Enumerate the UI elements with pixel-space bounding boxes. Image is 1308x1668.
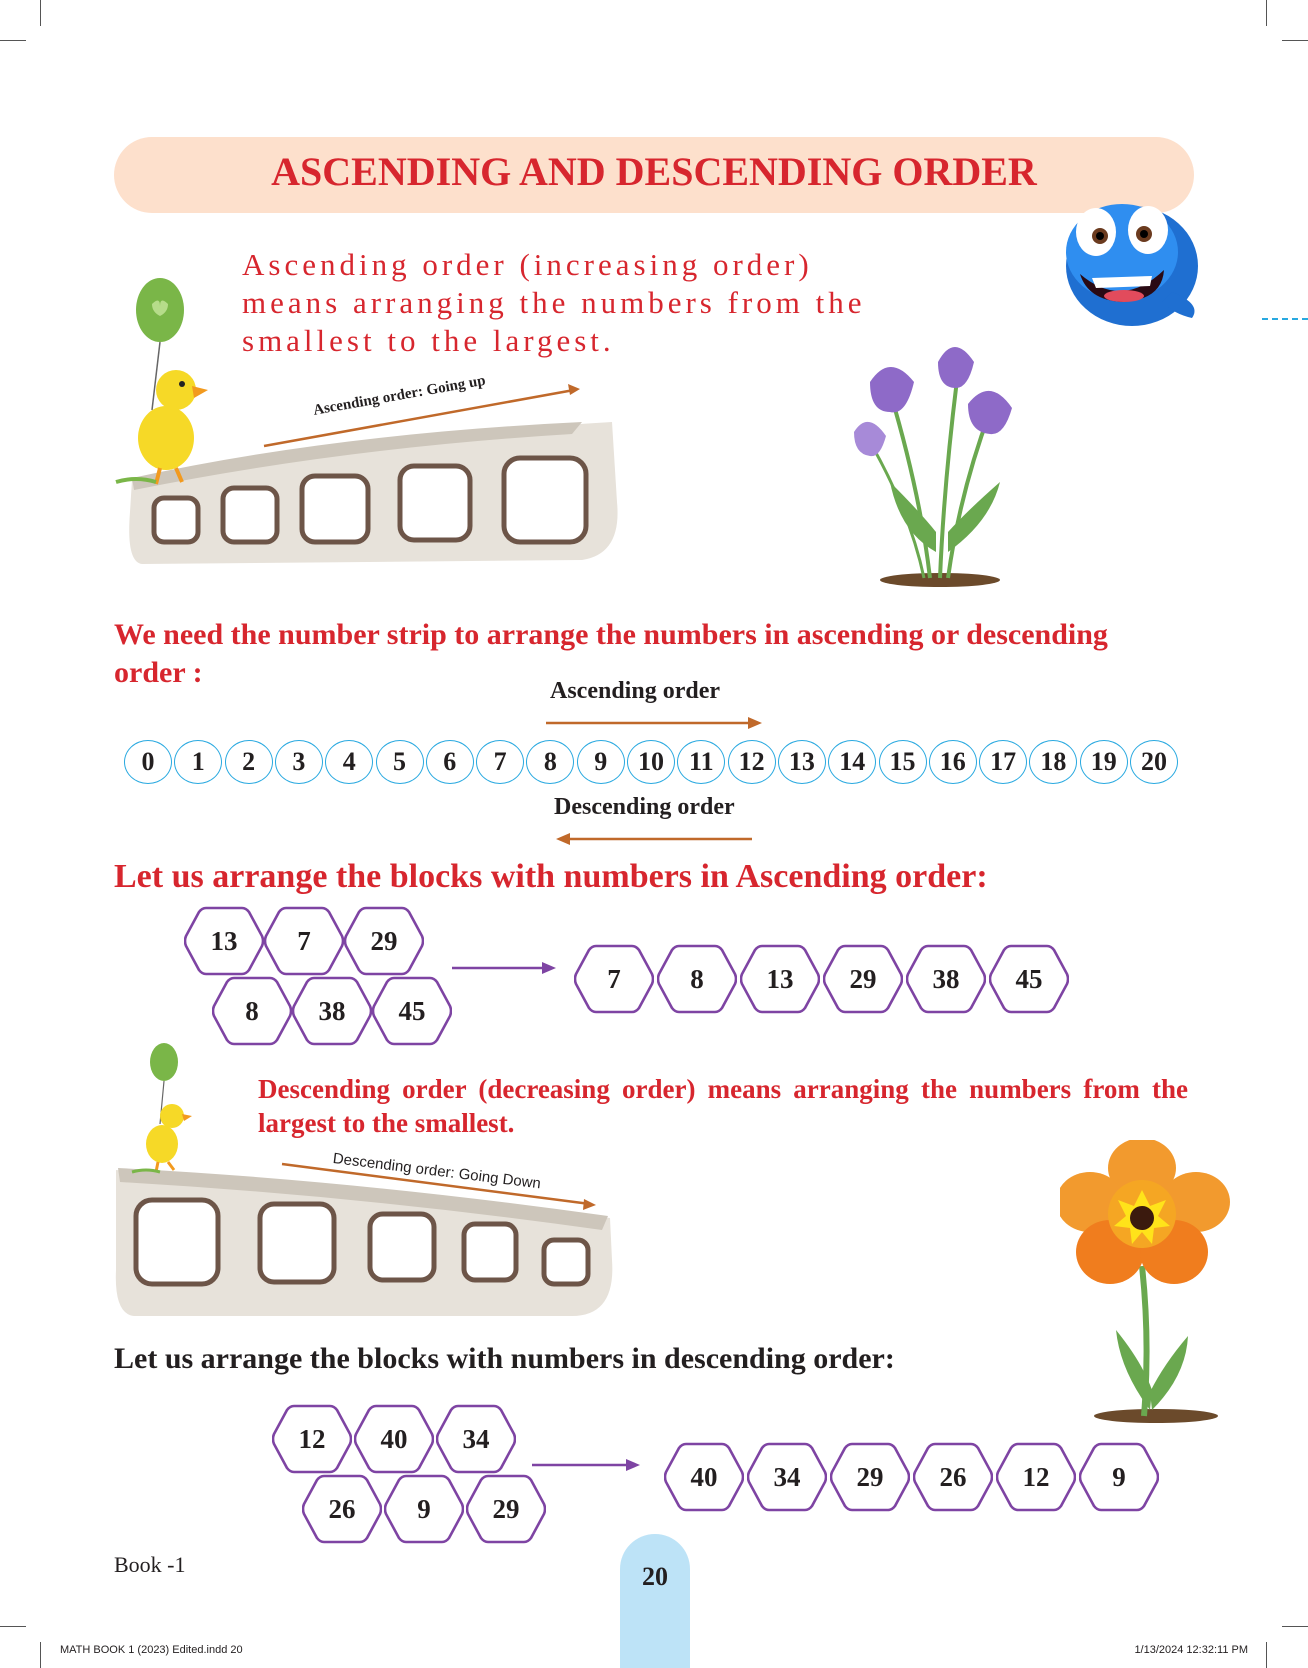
ascending-heading: Let us arrange the blocks with numbers in Ascending order: bbox=[114, 858, 988, 895]
number-strip-cell: 13 bbox=[778, 740, 826, 784]
ascending-arrow bbox=[546, 716, 762, 730]
crop-mark bbox=[40, 1642, 41, 1668]
number-block-value: 26 bbox=[328, 1493, 356, 1524]
book-label: Book -1 bbox=[114, 1552, 186, 1577]
number-block-value: 8 bbox=[690, 963, 704, 994]
descending-heading: Let us arrange the blocks with numbers in descending order: bbox=[114, 1342, 895, 1375]
number-block bbox=[302, 1472, 382, 1546]
number-strip-cell: 6 bbox=[426, 740, 474, 784]
number-block-value: 7 bbox=[607, 963, 621, 994]
number-strip-cell: 17 bbox=[979, 740, 1027, 784]
number-block bbox=[657, 942, 737, 1016]
number-block bbox=[466, 1472, 546, 1546]
ascending-ramp-illustration bbox=[112, 262, 632, 572]
number-block-value: 29 bbox=[492, 1493, 520, 1524]
crop-mark bbox=[0, 40, 26, 41]
number-block-value: 12 bbox=[1022, 1461, 1050, 1492]
number-block bbox=[184, 904, 264, 978]
number-block-value: 29 bbox=[849, 963, 877, 994]
crop-mark bbox=[40, 0, 41, 26]
number-block bbox=[292, 974, 372, 1048]
number-block-value: 9 bbox=[417, 1493, 431, 1524]
number-block-value: 12 bbox=[298, 1423, 326, 1454]
crop-mark bbox=[0, 1626, 26, 1627]
number-strip-cell: 1 bbox=[174, 740, 222, 784]
number-strip-cell: 7 bbox=[476, 740, 524, 784]
crop-mark bbox=[1266, 0, 1267, 26]
number-block-value: 45 bbox=[1015, 963, 1043, 994]
number-strip-cell: 20 bbox=[1130, 740, 1178, 784]
number-block bbox=[384, 1472, 464, 1546]
descending-result-arrow bbox=[532, 1458, 640, 1472]
number-block bbox=[830, 1440, 910, 1514]
strip-ascending-label: Ascending order bbox=[550, 678, 720, 704]
ascending-definition: Ascending order (increasing order) means arranging the numbers from the smallest to the largest. bbox=[242, 247, 866, 358]
number-block-value: 13 bbox=[210, 925, 238, 956]
number-block-value: 13 bbox=[766, 963, 794, 994]
number-block-value: 9 bbox=[1112, 1461, 1126, 1492]
ascending-result-arrow bbox=[452, 961, 556, 975]
slug-file-info: MATH BOOK 1 (2023) Edited.indd 20 bbox=[60, 1644, 243, 1656]
number-block-value: 40 bbox=[690, 1461, 718, 1492]
number-strip-cell: 12 bbox=[728, 740, 776, 784]
number-strip-cell: 18 bbox=[1029, 740, 1077, 784]
number-strip-cell: 16 bbox=[929, 740, 977, 784]
number-block-value: 38 bbox=[318, 995, 346, 1026]
number-block bbox=[664, 1440, 744, 1514]
number-block bbox=[436, 1402, 516, 1476]
number-block bbox=[823, 942, 903, 1016]
slug-timestamp: 1/13/2024 12:32:11 PM bbox=[1134, 1644, 1248, 1656]
number-block bbox=[747, 1440, 827, 1514]
descending-arrow bbox=[556, 832, 752, 846]
number-strip-cell: 2 bbox=[225, 740, 273, 784]
number-block bbox=[372, 974, 452, 1048]
number-block bbox=[212, 974, 292, 1048]
purple-flower-illustration bbox=[840, 332, 1050, 588]
number-strip-cell: 9 bbox=[577, 740, 625, 784]
blue-monster-illustration bbox=[1052, 192, 1212, 332]
number-block bbox=[574, 942, 654, 1016]
number-block bbox=[989, 942, 1069, 1016]
number-strip-intro: We need the number strip to arrange the numbers in ascending or descending order : bbox=[114, 618, 1108, 689]
number-block-value: 38 bbox=[932, 963, 960, 994]
number-block-value: 7 bbox=[297, 925, 311, 956]
number-block bbox=[354, 1402, 434, 1476]
crop-mark bbox=[1282, 1626, 1308, 1627]
number-block bbox=[344, 904, 424, 978]
number-block-value: 45 bbox=[398, 995, 426, 1026]
crop-mark bbox=[1266, 1642, 1267, 1668]
descending-ramp-illustration bbox=[112, 1040, 622, 1320]
descending-definition: Descending order (decreasing order) means arranging the numbers from the largest to the smallest. bbox=[258, 1074, 1188, 1138]
number-strip-cell: 15 bbox=[879, 740, 927, 784]
dashed-margin-mark bbox=[1262, 318, 1308, 320]
number-block-value: 26 bbox=[939, 1461, 967, 1492]
number-strip-cell: 4 bbox=[325, 740, 373, 784]
number-block-value: 40 bbox=[380, 1423, 408, 1454]
number-strip-cell: 3 bbox=[275, 740, 323, 784]
crop-mark bbox=[1282, 40, 1308, 41]
number-strip-cell: 0 bbox=[124, 740, 172, 784]
orange-flower-illustration bbox=[1060, 1140, 1240, 1426]
number-block bbox=[1079, 1440, 1159, 1514]
page-number: 20 bbox=[642, 1562, 668, 1591]
number-strip-cell: 14 bbox=[828, 740, 876, 784]
ascending-slope-label: Ascending order: Going up bbox=[312, 372, 487, 419]
number-strip-cell: 11 bbox=[677, 740, 725, 784]
strip-descending-label: Descending order bbox=[554, 794, 735, 820]
number-block-value: 34 bbox=[462, 1423, 490, 1454]
number-block bbox=[740, 942, 820, 1016]
number-block-value: 34 bbox=[773, 1461, 801, 1492]
number-block bbox=[913, 1440, 993, 1514]
number-block-value: 29 bbox=[856, 1461, 884, 1492]
number-strip-cell: 19 bbox=[1080, 740, 1128, 784]
number-strip-cell: 10 bbox=[627, 740, 675, 784]
number-block bbox=[996, 1440, 1076, 1514]
number-block-value: 8 bbox=[245, 995, 259, 1026]
number-block bbox=[272, 1402, 352, 1476]
number-block bbox=[264, 904, 344, 978]
number-strip-cell: 8 bbox=[526, 740, 574, 784]
page-number-tab bbox=[620, 1534, 690, 1668]
number-strip-cell: 5 bbox=[376, 740, 424, 784]
number-block bbox=[906, 942, 986, 1016]
page-title: ASCENDING AND DESCENDING ORDER bbox=[271, 149, 1037, 194]
number-block-value: 29 bbox=[370, 925, 398, 956]
descending-slope-label: Descending order: Going Down bbox=[331, 1150, 542, 1193]
number-strip bbox=[124, 740, 1184, 784]
